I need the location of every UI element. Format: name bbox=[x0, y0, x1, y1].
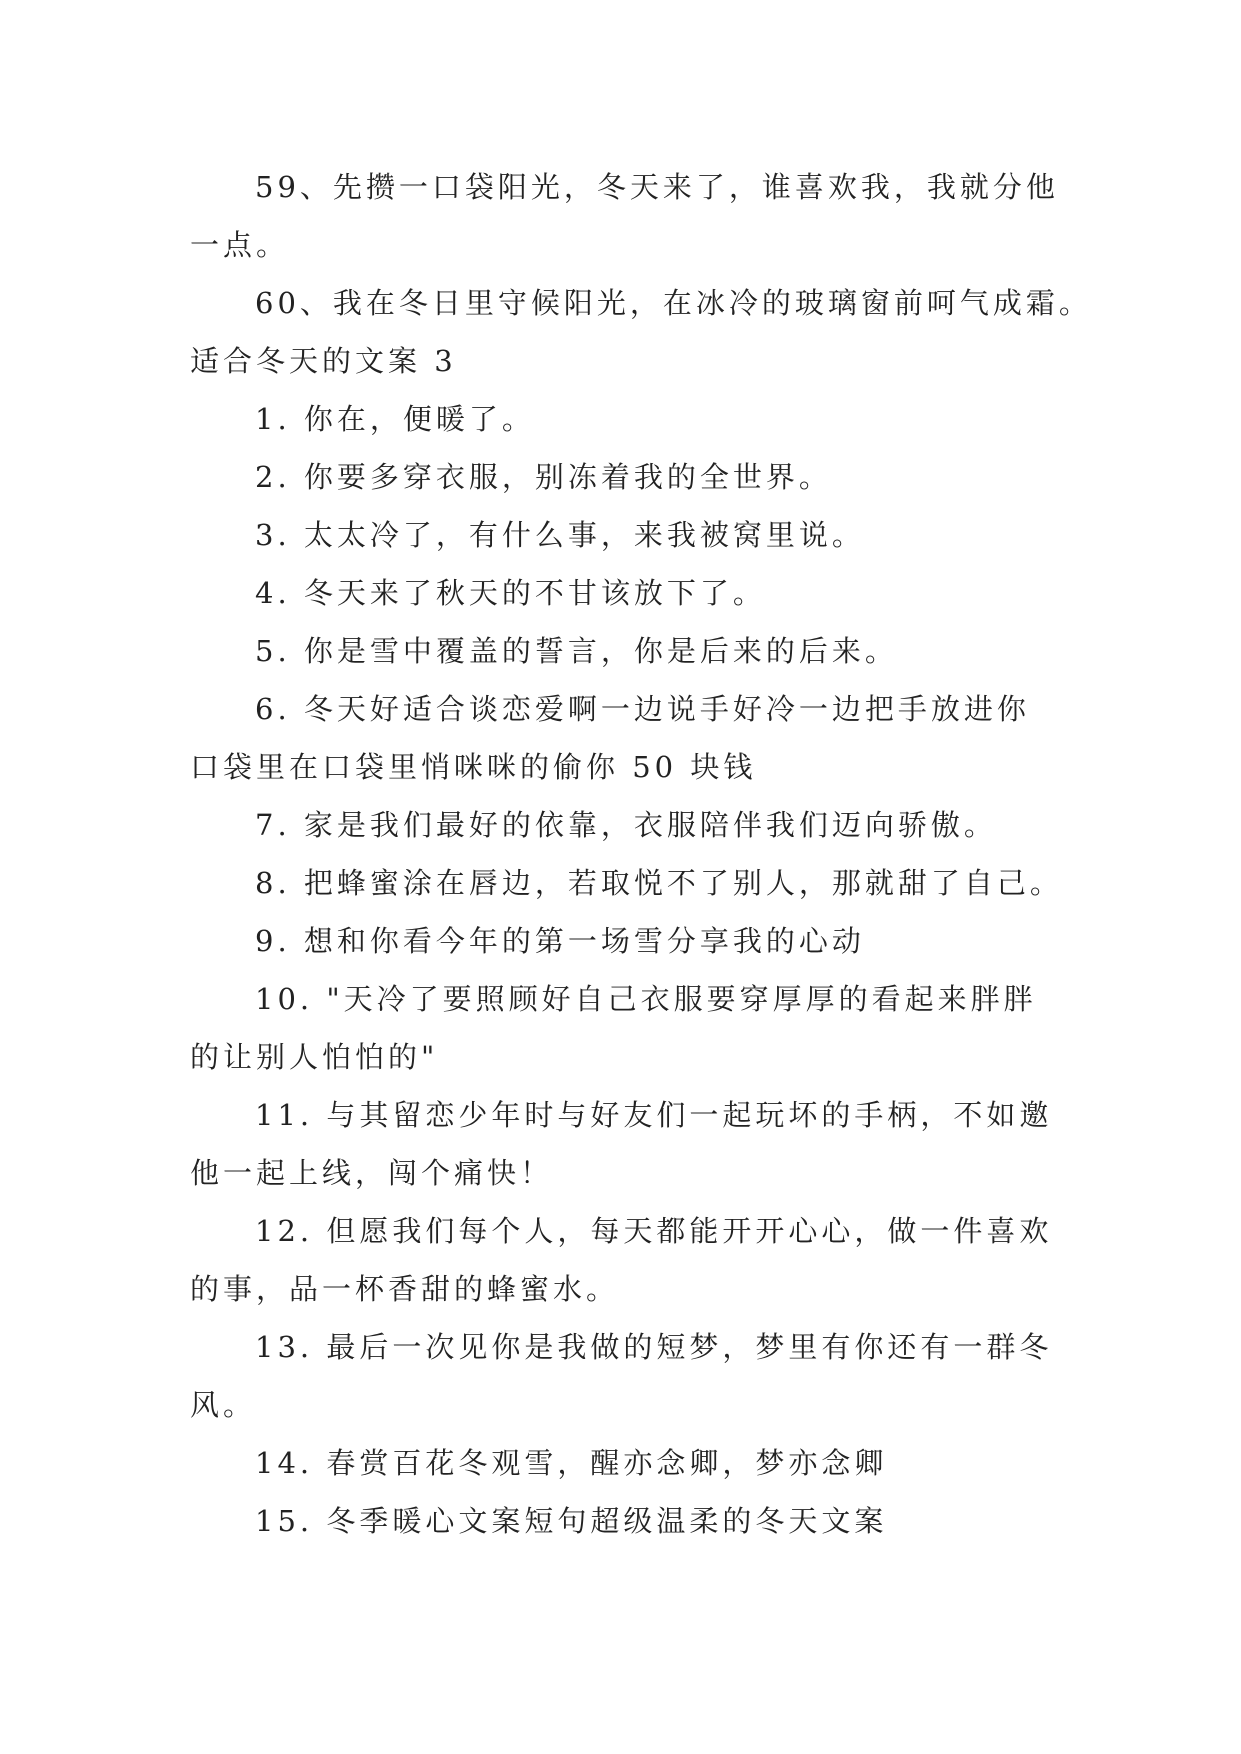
text-line: 60、我在冬日里守候阳光，在冰冷的玻璃窗前呵气成霜。 bbox=[255, 286, 1092, 320]
document-body bbox=[190, 158, 1092, 1550]
list-item-continuation: 风。 bbox=[190, 1388, 257, 1422]
list-item-continuation: 口袋里在口袋里悄咪咪的偷你 50 块钱 bbox=[190, 750, 757, 784]
list-item: 3. 太太冷了，有什么事，来我被窝里说。 bbox=[255, 518, 865, 552]
list-item: 11. 与其留恋少年时与好友们一起玩坏的手柄，不如邀 bbox=[255, 1098, 1053, 1132]
list-item: 10. "天冷了要照顾好自己衣服要穿厚厚的看起来胖胖 bbox=[255, 982, 1037, 1016]
list-item: 7. 家是我们最好的依靠，衣服陪伴我们迈向骄傲。 bbox=[255, 808, 997, 842]
list-item: 15. 冬季暖心文案短句超级温柔的冬天文案 bbox=[255, 1504, 888, 1538]
list-item-continuation: 的让别人怕怕的" bbox=[190, 1040, 439, 1074]
list-item: 13. 最后一次见你是我做的短梦，梦里有你还有一群冬 bbox=[255, 1330, 1053, 1364]
list-item: 4. 冬天来了秋天的不甘该放下了。 bbox=[255, 576, 766, 610]
list-item-continuation: 的事，品一杯香甜的蜂蜜水。 bbox=[190, 1272, 620, 1306]
text-line: 一点。 bbox=[190, 228, 290, 262]
list-item: 6. 冬天好适合谈恋爱啊一边说手好冷一边把手放进你 bbox=[255, 692, 1030, 726]
list-item-continuation: 他一起上线，闯个痛快！ bbox=[190, 1156, 554, 1190]
list-item: 9. 想和你看今年的第一场雪分享我的心动 bbox=[255, 924, 865, 958]
section-heading: 适合冬天的文案 3 bbox=[190, 344, 457, 378]
list-item: 12. 但愿我们每个人，每天都能开开心心，做一件喜欢 bbox=[255, 1214, 1053, 1248]
list-item: 1. 你在，便暖了。 bbox=[255, 402, 535, 436]
list-item: 14. 春赏百花冬观雪，醒亦念卿，梦亦念卿 bbox=[255, 1446, 888, 1480]
list-item: 5. 你是雪中覆盖的誓言，你是后来的后来。 bbox=[255, 634, 898, 668]
list-item: 8. 把蜂蜜涂在唇边，若取悦不了别人，那就甜了自己。 bbox=[255, 866, 1063, 900]
text-line: 59、先攒一口袋阳光，冬天来了，谁喜欢我，我就分他 bbox=[255, 170, 1059, 204]
list-item: 2. 你要多穿衣服，别冻着我的全世界。 bbox=[255, 460, 832, 494]
